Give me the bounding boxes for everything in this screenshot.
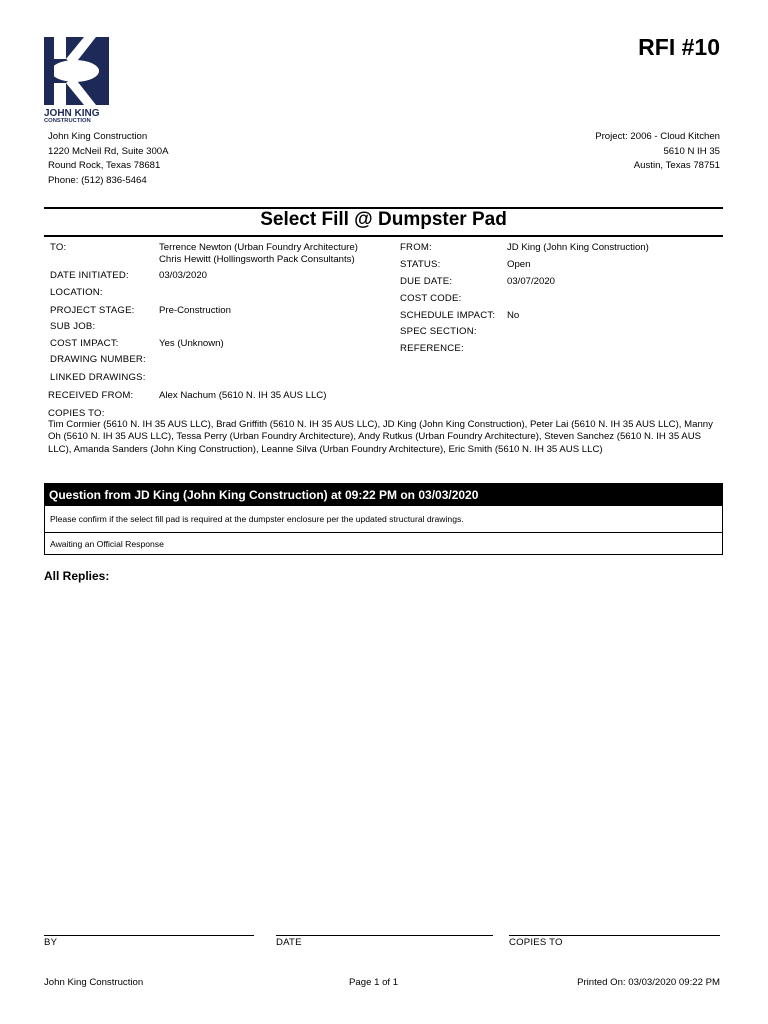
field-label-schedule-impact: SCHEDULE IMPACT: — [400, 310, 496, 321]
field-label-linked-drawings: LINKED DRAWINGS: — [50, 372, 146, 383]
project-address-line1: 5610 N IH 35 — [663, 145, 720, 157]
field-label-reference: REFERENCE: — [400, 343, 464, 354]
question-body: Please confirm if the select fill pad is required at the dumpster enclosure per the updated structural drawings. — [50, 514, 464, 524]
field-label-from: FROM: — [400, 242, 432, 253]
field-value-to: Terrence Newton (Urban Foundry Architecture) — [159, 242, 358, 253]
copies-to-list: Tim Cormier (5610 N. IH 35 AUS LLC), Brad Griffith (5610 N. IH 35 AUS LLC), JD King (John King Construction), Peter Lai (5610 N. IH 35 AUS LLC), Manny Oh (5610 N. IH 35 AUS LLC), Tessa Perry (Urban Foundry Architecture), Andy Rutkus (Urban Foundry Architecture), Steven Sanchez (5610 N. IH 35 AUS LLC), Amanda Sanders (John King Construction), Leanne Silva (Urban Foundry Architecture), Eric Smith (5610 N. IH 35 AUS LLC) — [48, 419, 713, 455]
field-value-from: JD King (John King Construction) — [507, 242, 649, 253]
field-label-location: LOCATION: — [50, 287, 103, 298]
rfi-number: RFI #10 — [638, 34, 720, 60]
field-value-project-stage: Pre-Construction — [159, 305, 231, 316]
signature-label-by: BY — [44, 937, 58, 948]
field-value-schedule-impact: No — [507, 310, 520, 321]
field-value-status: Open — [507, 259, 531, 270]
signature-line-date — [276, 935, 493, 936]
field-label-sub-job: SUB JOB: — [50, 321, 96, 332]
title-bottom-rule — [44, 235, 723, 237]
field-value-due-date: 03/07/2020 — [507, 276, 556, 287]
field-value-cost-impact: Yes (Unknown) — [159, 338, 224, 349]
field-label-received-from: RECEIVED FROM: — [48, 390, 134, 401]
field-label-project-stage: PROJECT STAGE: — [50, 305, 135, 316]
company-address-line1: 1220 McNeil Rd, Suite 300A — [48, 145, 169, 157]
field-label-cost-code: COST CODE: — [400, 293, 462, 304]
logo-k-mark — [44, 37, 110, 123]
field-label-status: STATUS: — [400, 259, 441, 270]
logo-line2: CONSTRUCTION — [44, 118, 91, 123]
field-label-date-initiated: DATE INITIATED: — [50, 270, 129, 281]
signature-label-copies-to: COPIES TO — [509, 937, 563, 948]
field-label-drawing-number: DRAWING NUMBER: — [50, 354, 146, 365]
company-address — [48, 130, 169, 188]
rfi-title: Select Fill @ Dumpster Pad — [260, 209, 507, 230]
footer-page-number: Page 1 of 1 — [349, 977, 399, 988]
question-header: Question from JD King (John King Construction) at 09:22 PM on 03/03/2020 — [45, 484, 722, 506]
signature-line-copies — [509, 935, 720, 936]
footer-printed-on: Printed On: 03/03/2020 09:22 PM — [577, 977, 720, 988]
field-label-due-date: DUE DATE: — [400, 276, 453, 287]
project-address-line2: Austin, Texas 78751 — [633, 160, 720, 172]
field-value-date-initiated: 03/03/2020 — [159, 270, 208, 281]
company-name: John King Construction — [48, 131, 148, 142]
signature-label-date: DATE — [276, 937, 302, 948]
signature-line-by — [44, 935, 254, 936]
field-label-to: TO: — [50, 242, 67, 253]
company-logo — [44, 37, 110, 123]
field-value-received-from: Alex Nachum (5610 N. IH 35 AUS LLC) — [159, 390, 327, 401]
project-info — [595, 130, 720, 174]
company-phone: Phone: (512) 836-5464 — [48, 174, 147, 186]
field-label-spec-section: SPEC SECTION: — [400, 326, 477, 337]
field-label-cost-impact: COST IMPACT: — [50, 338, 119, 349]
company-address-line2: Round Rock, Texas 78681 — [48, 160, 161, 172]
question-status: Awaiting an Official Response — [50, 539, 164, 549]
copies-to-label: COPIES TO: — [48, 408, 105, 419]
question-divider — [45, 532, 722, 533]
all-replies-heading: All Replies: — [44, 569, 110, 583]
project-name: Project: 2006 - Cloud Kitchen — [595, 131, 720, 142]
question-box — [44, 483, 723, 555]
footer-company: John King Construction — [44, 977, 144, 988]
logo-line1: JOHN KING — [44, 108, 100, 119]
field-value-to-2: Chris Hewitt (Hollingsworth Pack Consultants) — [159, 254, 355, 265]
